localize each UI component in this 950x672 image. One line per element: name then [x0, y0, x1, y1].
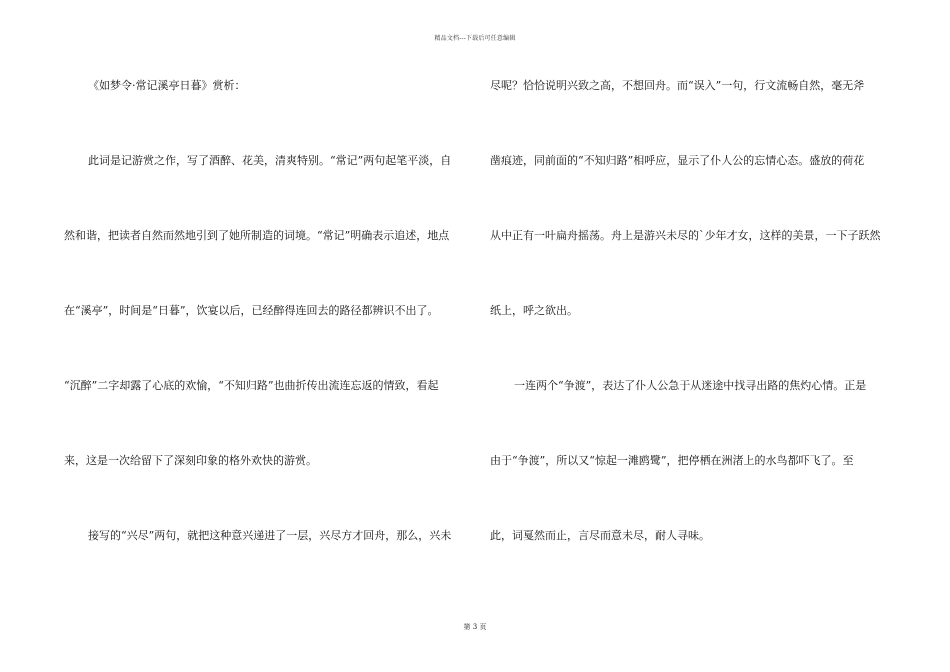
paragraph-line: 在“溪亭”，时间是“日暮”，饮宴以后，已经醉得连回去的路径都辨识不出了。 — [64, 304, 439, 317]
paragraph-line: “沉醉”二字却露了心底的欢愉，“不知归路”也曲折传出流连忘返的情致，看起 — [64, 379, 439, 392]
paragraph-line: 从中正有一叶扁舟摇荡。舟上是游兴未尽的`少年才女，这样的美景，一下子跃然 — [490, 229, 881, 242]
paragraph-line: 然和谐，把读者自然而然地引到了她所制造的词境。“常记”明确表示追述，地点 — [64, 229, 450, 242]
right-column — [490, 72, 900, 597]
left-column — [64, 72, 474, 597]
page-number: 第 3 页 — [463, 623, 487, 631]
paragraph-line: 此词是记游赏之作，写了酒醉、花美，清爽特别。“常记”两句起笔平淡，自 — [88, 154, 452, 167]
paragraph-line: 来，这是一次给留下了深刻印象的格外欢快的游赏。 — [64, 454, 317, 467]
paragraph-line: 一连两个“争渡”，表达了仆人公急于从迷途中找寻出路的焦灼心情。正是 — [514, 379, 867, 392]
paragraph-line: 纸上，呼之欲出。 — [490, 304, 578, 317]
paragraph-line: 凿痕迹，同前面的“不知归路”相呼应，显示了仆人公的忘情心态。盛放的荷花 — [490, 154, 865, 167]
paragraph-line: 《如梦令·常记溪亭日暮》赏析： — [88, 79, 246, 92]
paragraph-line: 此，词戛然而止，言尽而意未尽，耐人寻味。 — [490, 529, 710, 542]
paragraph-line: 由于“争渡”，所以又“惊起一滩鸥鹭”，把停栖在洲渚上的水鸟都吓飞了。至 — [490, 454, 854, 467]
page-header: 精品文档---下载后可任意编辑 — [434, 35, 516, 42]
paragraph-line: 接写的“兴尽”两句，就把这种意兴递进了一层，兴尽方才回舟，那么，兴未 — [88, 529, 452, 542]
paragraph-line: 尽呢？恰恰说明兴致之高，不想回舟。而“误入”一句，行文流畅自然，毫无斧 — [490, 79, 865, 92]
